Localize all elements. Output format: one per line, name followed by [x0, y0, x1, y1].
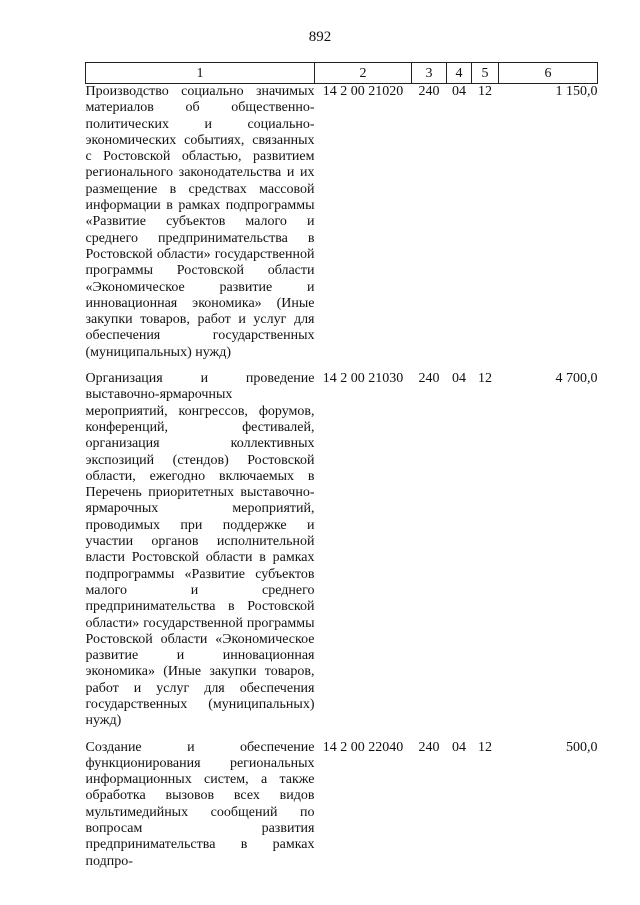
row-amount: 4 700,0	[555, 371, 598, 387]
row-amount: 1 150,0	[555, 84, 598, 99]
table-row	[86, 371, 598, 740]
row-section: 04	[452, 371, 466, 387]
column-header-1: 1	[86, 63, 315, 84]
row-section: 04	[452, 84, 466, 99]
row-section: 04	[452, 739, 466, 755]
table-header-row	[86, 63, 598, 84]
column-header-6: 6	[499, 63, 598, 84]
page-number: 892	[308, 29, 332, 45]
column-header-3: 3	[412, 63, 447, 84]
table-row	[86, 84, 598, 372]
row-amount: 500,0	[566, 739, 598, 755]
row-subsection: 12	[478, 371, 492, 387]
budget-table	[85, 62, 598, 870]
row-expense-type: 240	[418, 371, 440, 387]
row-target-code: 14 2 00 21020	[322, 84, 404, 99]
row-subsection: 12	[478, 739, 492, 755]
column-header-5: 5	[472, 63, 499, 84]
table-row	[86, 740, 598, 870]
row-expense-type: 240	[418, 739, 440, 755]
column-header-2: 2	[315, 63, 412, 84]
row-description: Организация и проведение выставочно-ярмарочных мероприятий, конгрессов, форумов, конференций, фестивалей, организация коллективных экспозиций (стендов) Ростовской области, ежегодно включаемых в Перечень приоритетных выставочно-ярмарочных мероприятий, проводимых при поддержке и участии органов исполнительной власти Ростовской области в рамках подпрограммы «Развитие субъектов малого и среднего предпринимательства в Ростовской области» государственной программы Ростовской области «Экономическое развитие и инновационная экономика» (Иные закупки товаров, работ и услуг для обеспечения государственных (муниципальных) нужд)	[85, 371, 315, 729]
row-description: Создание и обеспечение функционирования региональных информационных систем, а также обработка вызовов всех видов мультимедийных сообщений по вопросам развития предпринимательства в рамках подпро-	[85, 739, 315, 869]
row-subsection: 12	[478, 84, 492, 99]
column-header-4: 4	[447, 63, 472, 84]
row-description: Производство социально значимых материалов об общественно-политических и социально-экономических событиях, связанных с Ростовской областью, развитием регионального законодательства и их размещение в средствах массовой информации в рамках подпрограммы «Развитие субъектов малого и среднего предпринимательства в Ростовской области» государственной программы Ростовской области «Экономическое развитие и инновационная экономика» (Иные закупки товаров, работ и услуг для обеспечения государственных (муниципальных) нужд)	[85, 84, 315, 360]
row-target-code: 14 2 00 21030	[322, 371, 404, 387]
row-target-code: 14 2 00 22040	[322, 739, 404, 755]
row-expense-type: 240	[418, 84, 440, 99]
